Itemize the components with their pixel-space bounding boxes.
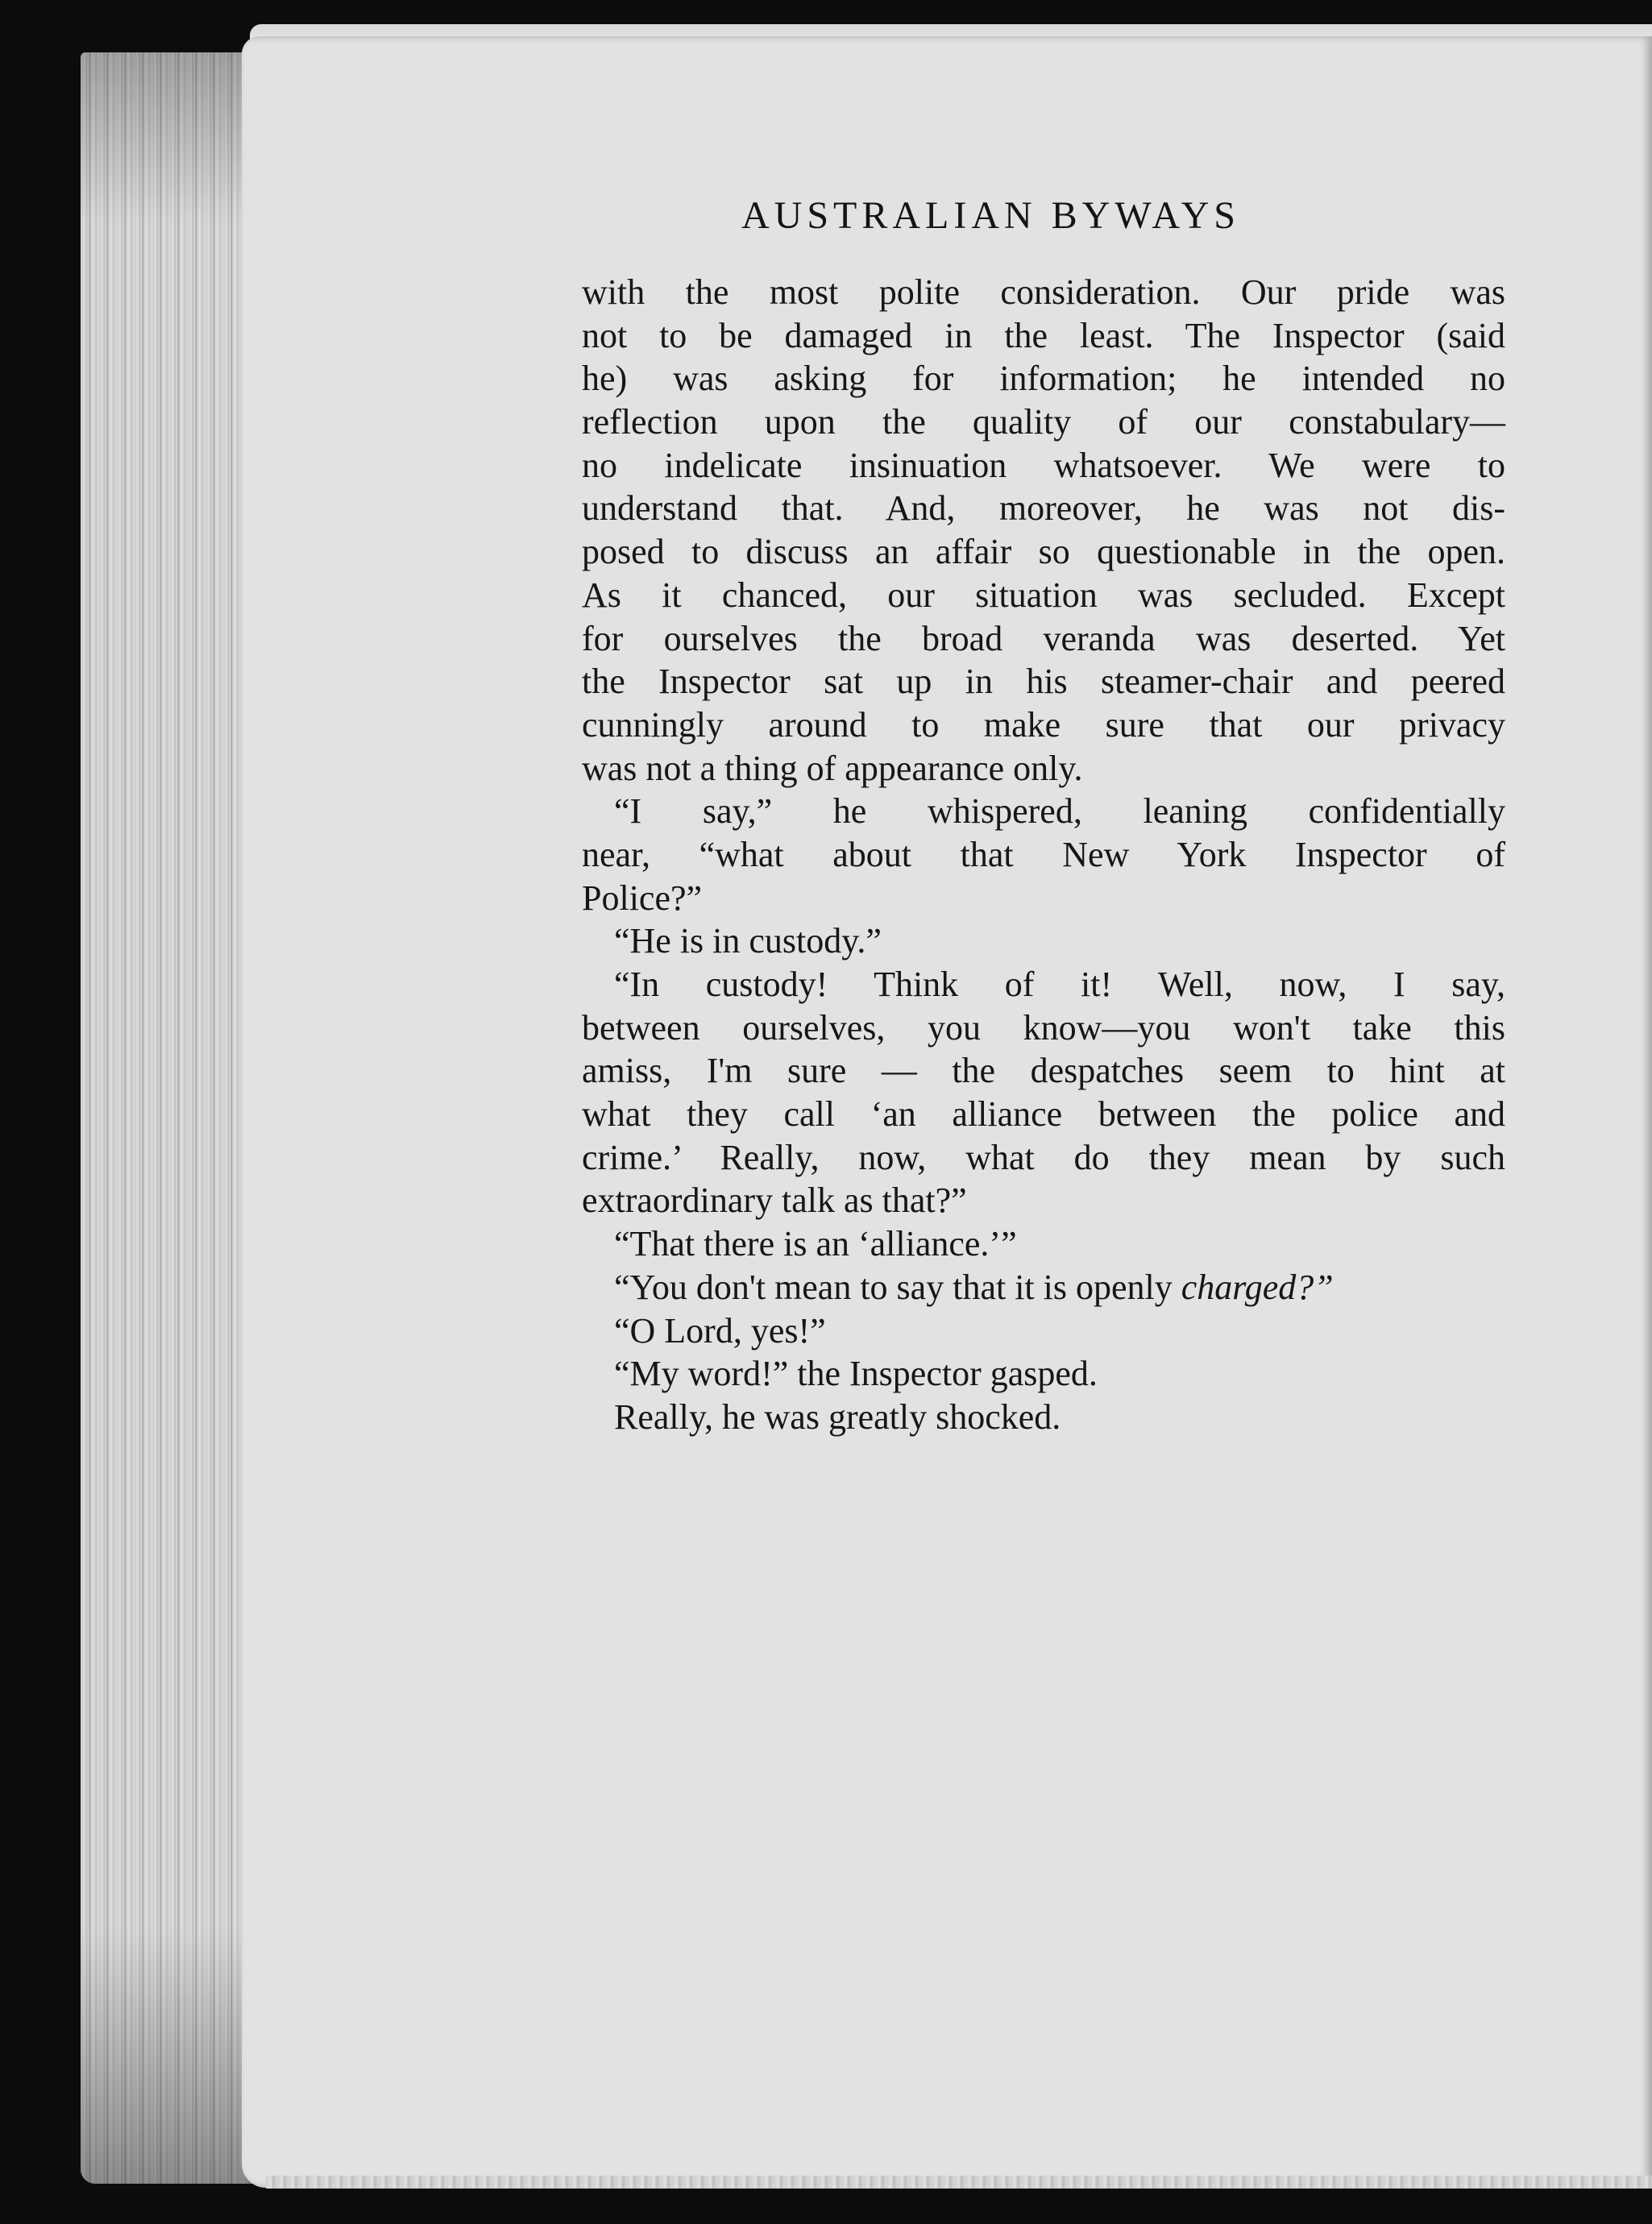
text-line: As it chanced, our situation was secluded. Except	[582, 575, 1505, 615]
text-line: was not a thing of appearance only.	[582, 748, 1083, 788]
text-line: “I say,” he whispered, leaning confidentially	[614, 791, 1505, 832]
text-line: extraordinary talk as that?”	[582, 1180, 967, 1221]
text-line: reflection upon the quality of our constabulary—	[582, 402, 1505, 442]
text-line: Police?”	[582, 878, 703, 918]
page-edges-shadow	[81, 52, 266, 2184]
text-line: not to be damaged in the least. The Inspector (said	[582, 315, 1505, 355]
text-line: “He is in custody.”	[614, 921, 882, 961]
text-line: between ourselves, you know—you won't take this	[582, 1007, 1505, 1048]
text-line: near, “what about that New York Inspector of	[582, 834, 1505, 874]
text-line: cunningly around to make sure that our privacy	[582, 704, 1505, 745]
text-line: “O Lord, yes!”	[614, 1310, 826, 1351]
text-line: what they call ‘an alliance between the police and	[582, 1094, 1505, 1135]
text-line-start: “You don't mean to say that it is openly	[614, 1267, 1181, 1307]
text-line: for ourselves the broad veranda was deserted. Yet	[582, 618, 1505, 658]
running-head: AUSTRALIAN BYWAYS	[741, 194, 1240, 237]
text-line: “In custody! Think of it! Well, now, I say,	[614, 965, 1505, 1004]
text-line-italic	[582, 1266, 1505, 1309]
text-line: Really, he was greatly shocked.	[614, 1396, 1061, 1437]
italic-word: charged?”	[1181, 1267, 1334, 1307]
text-line: crime.’ Really, now, what do they mean by such	[582, 1137, 1505, 1177]
text-line: amiss, I'm sure — the despatches seem to hint at	[582, 1051, 1505, 1091]
text-line: “That there is an ‘alliance.’”	[614, 1224, 1017, 1264]
text-line: with the most polite consideration. Our pride was	[582, 272, 1505, 312]
page-bottom-edge	[266, 2176, 1652, 2189]
text-line: the Inspector sat up in his steamer-chair and peered	[582, 662, 1505, 702]
text-line: posed to discuss an affair so questionable in the open.	[582, 532, 1505, 572]
text-line: he) was asking for information; he intended no	[582, 359, 1505, 399]
text-line: “My word!” the Inspector gasped.	[614, 1354, 1098, 1394]
text-line: understand that. And, moreover, he was not dis-	[582, 488, 1505, 529]
body-text	[582, 271, 1505, 1439]
text-line: no indelicate insinuation whatsoever. We were to	[582, 445, 1505, 485]
